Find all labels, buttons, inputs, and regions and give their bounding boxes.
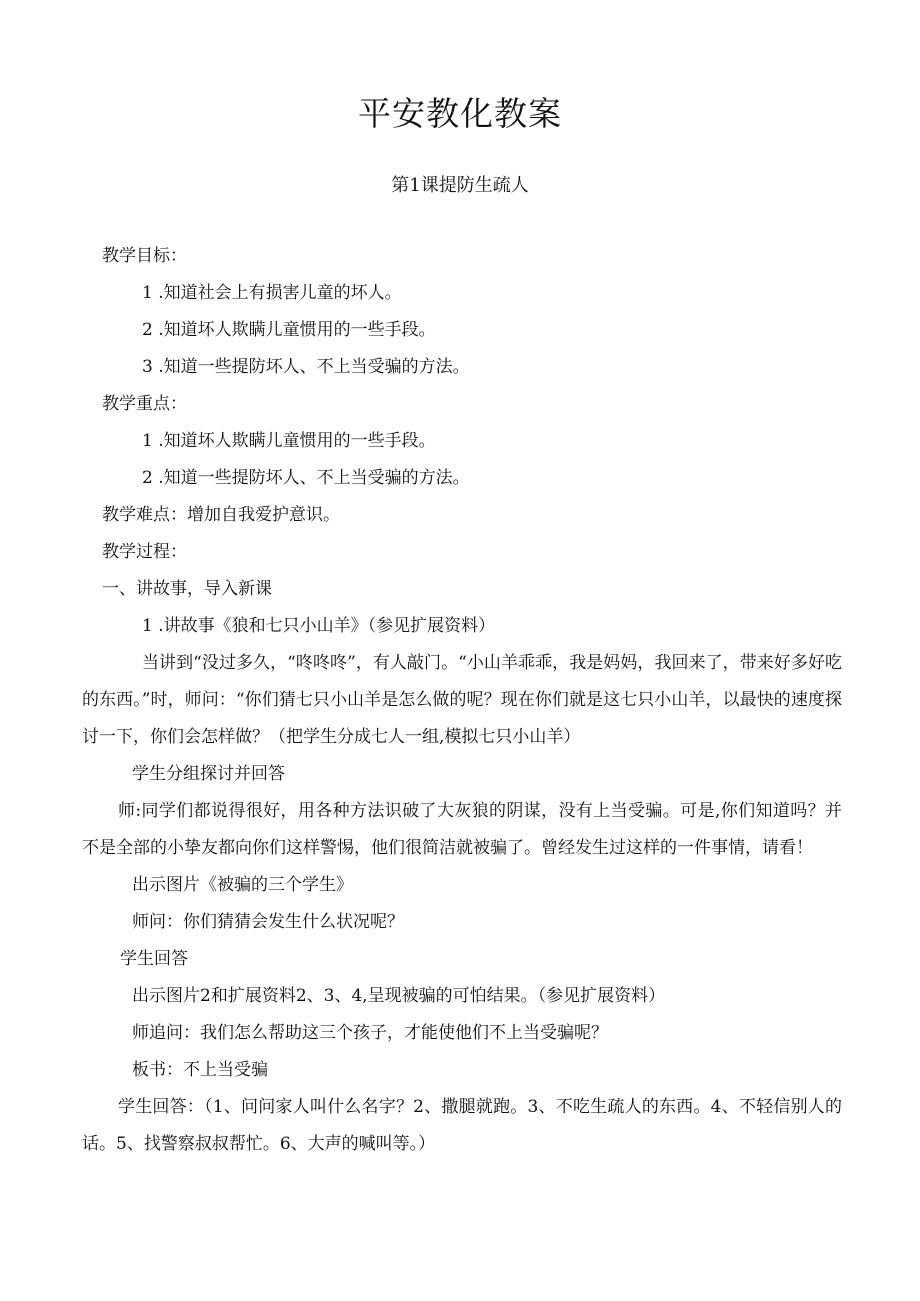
key-points-heading: 教学重点：	[102, 394, 187, 414]
teacher-ask-line: 师问：你们猜猜会发生什么状况呢？	[132, 912, 404, 932]
key-point-item: 1 .知道坏人欺瞒儿童惯用的一些手段。	[142, 431, 436, 451]
show-picture-2-line: 出示图片2和扩展资料2、3、4,呈现被骗的可怕结果。（参见扩展资料）	[132, 986, 666, 1006]
goal-item: 3 .知道一些提防坏人、不上当受骗的方法。	[142, 357, 470, 377]
teacher-paragraph: 师:同学们都说得很好，用各种方法识破了大灰狼的阴谋，没有上当受骗。可是,你们知道吗？并不是全部的小挚友都向你们这样警惕，他们很简洁就被骗了。曾经发生过这样的一件事情，请看！	[82, 801, 842, 858]
lesson-subtitle: 第1课提防生疏人	[391, 175, 529, 196]
goal-item: 2 .知道坏人欺瞒儿童惯用的一些手段。	[142, 320, 436, 340]
show-picture-line: 出示图片《被骗的三个学生》	[132, 875, 353, 895]
difficulty-line: 教学难点：增加自我爱护意识。	[102, 505, 340, 525]
board-note-line: 板书：不上当受骗	[132, 1060, 268, 1080]
goal-item: 1 .知道社会上有损害儿童的坏人。	[142, 283, 402, 303]
document-body	[82, 238, 842, 1163]
student-answer-line: 学生回答	[120, 949, 188, 969]
section-one-heading: 一、讲故事，导入新课	[102, 579, 272, 599]
step-one-line: 1 .讲故事《狼和七只小山羊》（参见扩展资料）	[142, 616, 496, 636]
teacher-follow-line: 师追问：我们怎么帮助这三个孩子，才能使他们不上当受骗呢？	[132, 1023, 608, 1043]
goals-heading: 教学目标：	[102, 246, 187, 266]
story-paragraph: 当讲到“没过多久，“咚咚咚”，有人敲门。“小山羊乖乖，我是妈妈，我回来了，带来好多好吃的东西。”时，师问：“你们猜七只小山羊是怎么做的呢？现在你们就是这七只小山羊，以最快的速度探讨一下，你们会怎样做？（把学生分成七人一组,模拟七只小山羊）	[82, 653, 842, 747]
process-heading: 教学过程：	[102, 542, 187, 562]
key-point-item: 2 .知道一些提防坏人、不上当受骗的方法。	[142, 468, 470, 488]
document-title: 平安教化教案	[358, 94, 562, 133]
student-answer-paragraph: 学生回答：（1、问问家人叫什么名字？2、撒腿就跑。3、不吃生疏人的东西。4、不轻信别人的话。5、找警察叔叔帮忙。6、大声的喊叫等。）	[82, 1097, 842, 1154]
group-discuss-line: 学生分组探讨并回答	[132, 764, 285, 784]
